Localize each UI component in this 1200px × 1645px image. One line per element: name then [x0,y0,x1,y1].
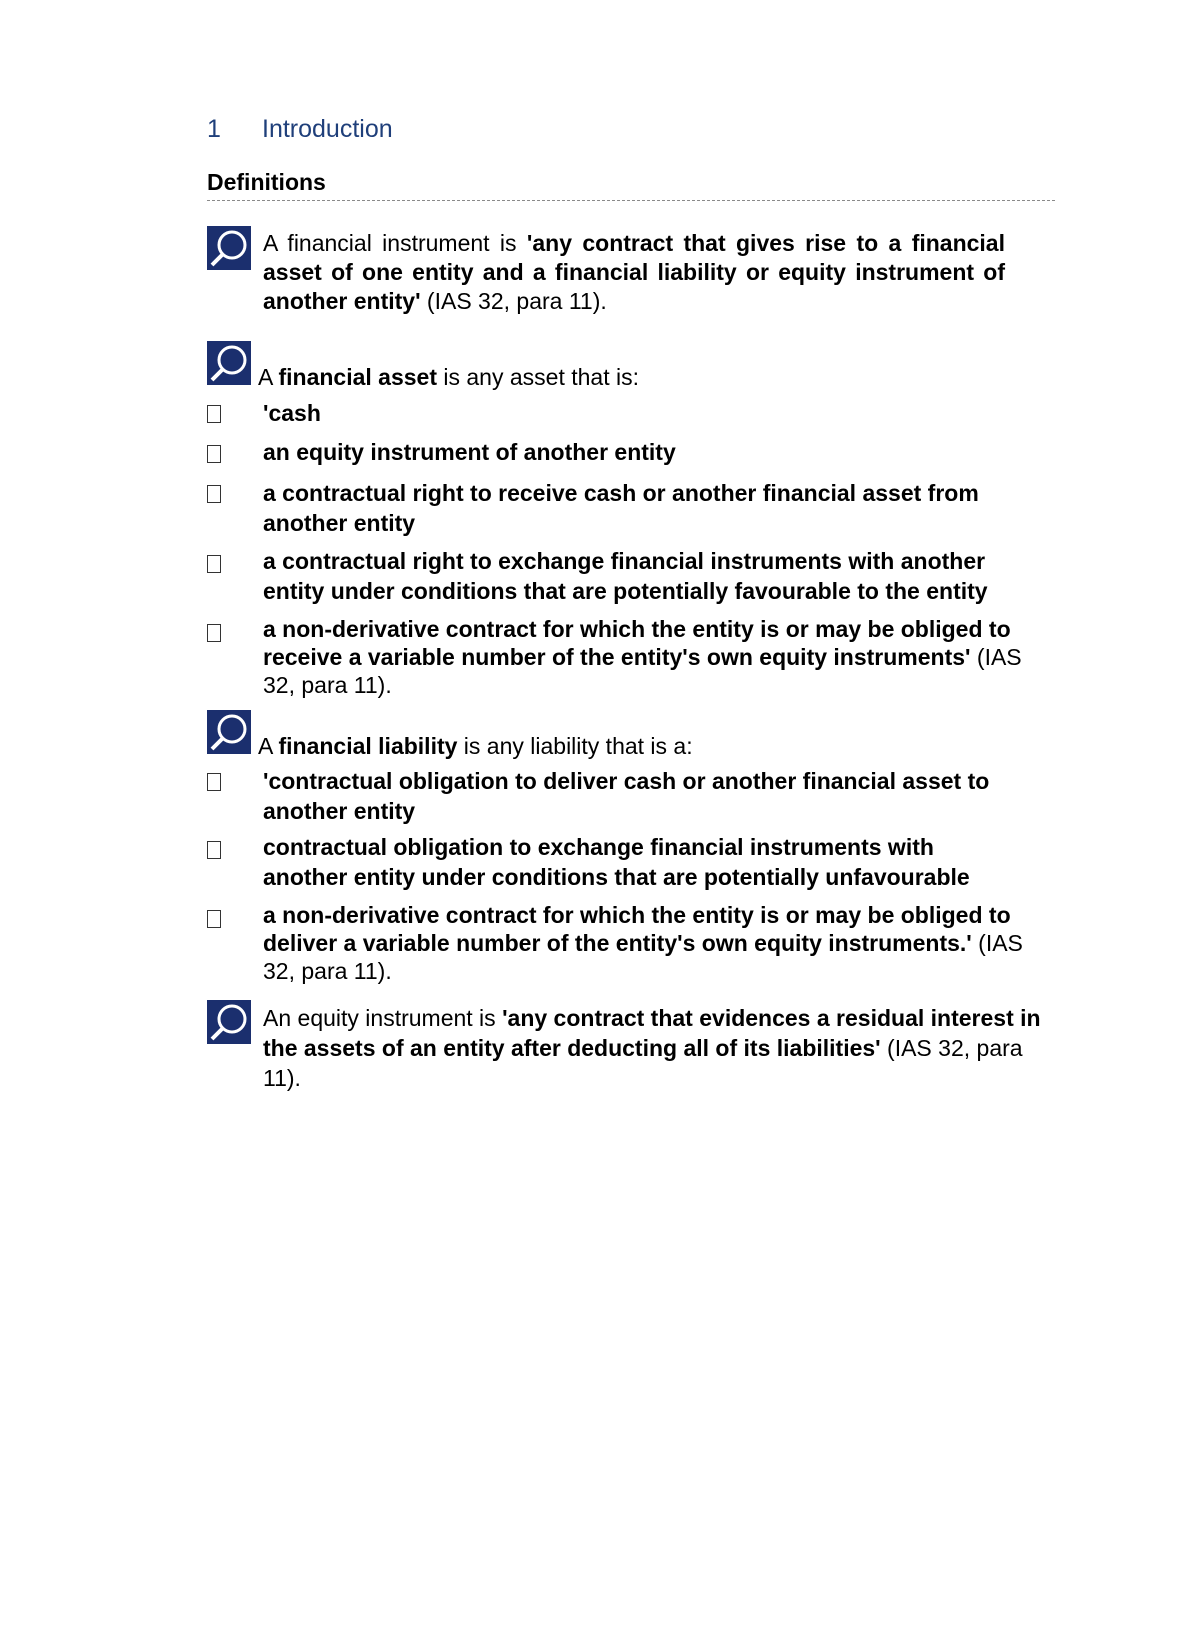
list-item-text: a non-derivative contract for which the entity is or may be obliged to receive a variable number of the entity's own equity instruments' [263,616,1011,670]
magnifier-icon [207,1000,251,1044]
definition-quote: 'any contract that gives rise to a financial asset of one entity and a financial liability or equity instrument of another entity' [263,230,1005,314]
section-number: 1 [207,115,221,143]
bullet-box [207,485,221,503]
bullet-box [207,624,221,642]
list-item: contractual obligation to exchange financial instruments with another entity under conditions that are potentially unfavourable [263,834,970,890]
section-title [207,113,393,145]
list-item: 'contractual obligation to deliver cash or another financial asset to another entity [263,768,990,824]
list-item: a contractual right to exchange financial instruments with another entity under conditions that are potentially favourable to the entity [263,548,988,604]
definitions-heading: Definitions [207,169,326,195]
definition-term: financial liability [278,733,458,759]
definition-text: A [258,733,279,759]
definition-reference: (IAS 32, para 11). [420,288,607,314]
bullet-box [207,555,221,573]
definition-text: An equity instrument is [263,1005,503,1031]
list-item: a contractual right to receive cash or another financial asset from another entity [263,480,979,536]
bullet-box [207,405,221,423]
magnifier-icon [207,341,251,385]
magnifier-icon [207,226,251,270]
list-item [263,901,1033,985]
bullet-box [207,445,221,463]
definition-financial-liability [258,732,1018,761]
bullet-box [207,841,221,859]
magnifier-icon [207,710,251,754]
list-item: an equity instrument of another entity [263,439,676,465]
definition-text: is any liability that is a: [457,733,693,759]
list-item [263,615,1033,699]
list-item: 'cash [263,400,321,426]
list-item-text: a non-derivative contract for which the entity is or may be obliged to deliver a variable number of the entity's own equity instruments.' [263,902,1011,956]
definition-text: A [258,364,279,390]
definition-term: financial asset [278,364,437,390]
bullet-box [207,773,221,791]
definition-text: is any asset that is: [437,364,639,390]
bullet-box [207,910,221,928]
definition-quote: 'any contract that evidences a residual interest in the assets of an entity after deducting all of its liabilities' [263,1005,1041,1061]
definition-financial-asset [258,363,1018,392]
dashed-divider [207,200,1055,201]
definition-reference: (IAS 32, para 11). [263,1035,1023,1091]
section-title-text: Introduction [262,115,393,143]
definition-reference: (IAS 32, para 11). [263,644,1022,698]
definition-equity-instrument [263,1003,1053,1093]
definition-financial-instrument [263,229,1005,316]
definition-text: A financial instrument is [263,230,527,256]
definition-reference: (IAS 32, para 11). [263,930,1023,984]
